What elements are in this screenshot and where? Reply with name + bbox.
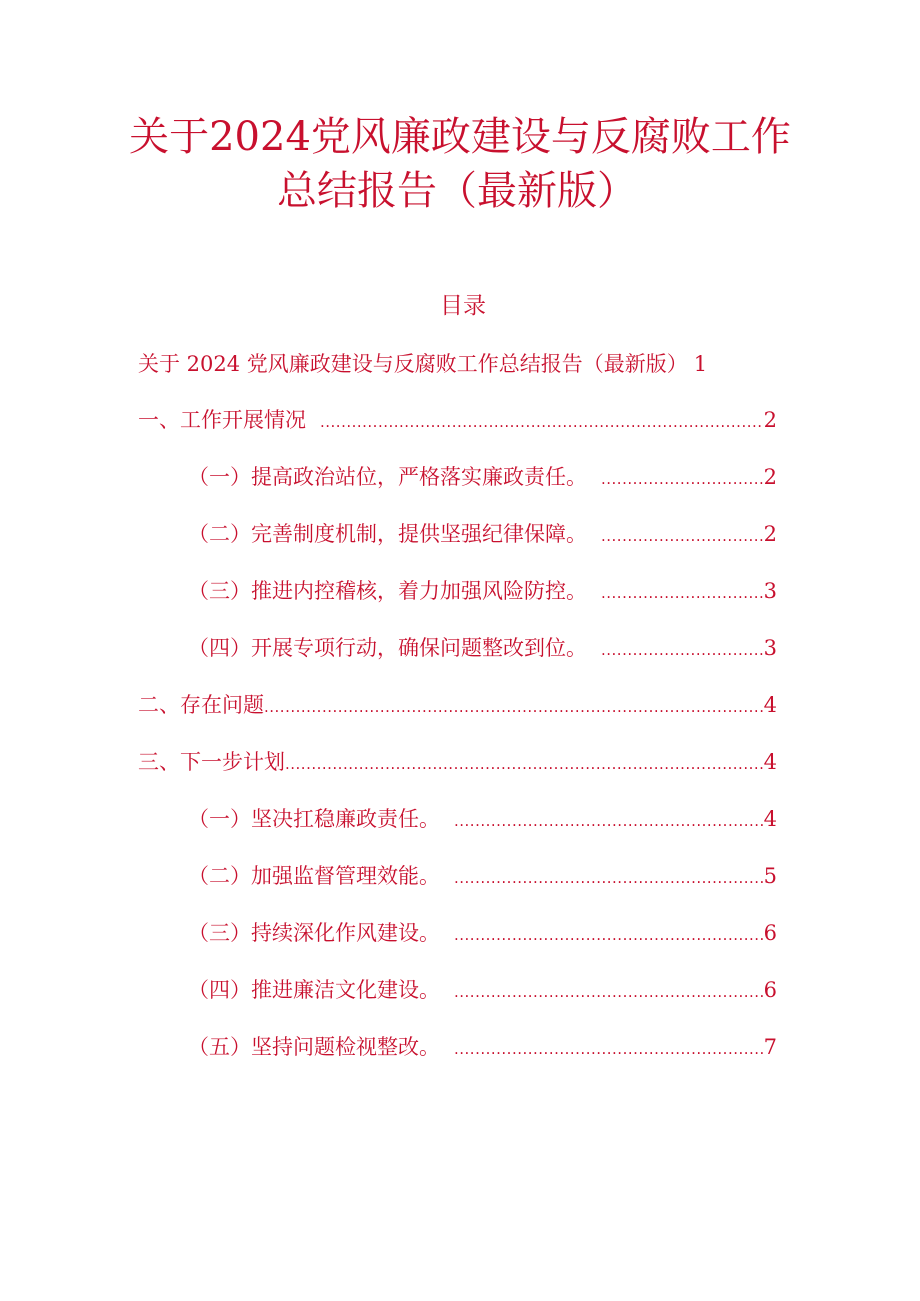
toc-entry[interactable] <box>138 802 777 859</box>
toc-entry-label: 二、存在问题 <box>138 693 264 717</box>
toc-entry[interactable] <box>138 745 777 802</box>
dot-leader <box>454 861 764 895</box>
toc-entry[interactable] <box>138 403 777 460</box>
toc-entry-label: （三）持续深化作风建设。 <box>188 921 440 945</box>
dot-leader <box>454 804 764 838</box>
toc-entry-label: 一、工作开展情况 <box>138 408 306 432</box>
toc-entry-page: 6 <box>763 978 777 1002</box>
dot-leader <box>454 975 764 1009</box>
dot-leader <box>454 918 764 952</box>
toc-entry-page: 4 <box>763 693 777 717</box>
toc-entry-page: 3 <box>763 579 777 603</box>
document-title-line-1: 关于2024党风廉政建设与反腐败工作 <box>129 114 791 160</box>
toc-entry-page: 2 <box>763 408 777 432</box>
toc-entry[interactable] <box>138 631 777 688</box>
dot-leader <box>601 462 764 496</box>
toc-entry-page: 4 <box>763 807 777 831</box>
dot-leader <box>601 633 764 667</box>
toc-entry-label: （四）开展专项行动，确保问题整改到位。 <box>188 636 587 660</box>
toc-heading: 目录 <box>440 293 486 319</box>
toc-entry-label: （一）提高政治站位，严格落实廉政责任。 <box>188 465 587 489</box>
toc-entry-page: 4 <box>763 750 777 774</box>
toc-entry-page: 7 <box>763 1035 777 1059</box>
toc-entry[interactable] <box>138 517 777 574</box>
dot-leader <box>264 690 764 724</box>
toc-entry-label: （二）完善制度机制，提供坚强纪律保障。 <box>188 522 587 546</box>
toc-entry-page: 5 <box>763 864 777 888</box>
toc-main-entry-page: 1 <box>693 352 708 376</box>
dot-leader <box>454 1032 764 1066</box>
toc-entry[interactable] <box>138 1030 777 1087</box>
dot-leader <box>320 405 764 439</box>
toc-entry[interactable] <box>138 460 777 517</box>
toc-entry-label: （一）坚决扛稳廉政责任。 <box>188 807 440 831</box>
document-title-line-2: 总结报告（最新版） <box>277 168 637 214</box>
table-of-contents <box>138 403 777 1087</box>
toc-entry[interactable] <box>138 574 777 631</box>
toc-entry[interactable] <box>138 859 777 916</box>
document-title <box>0 110 920 218</box>
toc-entry[interactable] <box>138 973 777 1030</box>
toc-entry-label: （五）坚持问题检视整改。 <box>188 1035 440 1059</box>
toc-entry-page: 3 <box>763 636 777 660</box>
toc-entry-label: 三、下一步计划 <box>138 750 285 774</box>
toc-entry[interactable] <box>138 688 777 745</box>
toc-entry-page: 2 <box>763 522 777 546</box>
toc-entry-label: （四）推进廉洁文化建设。 <box>188 978 440 1002</box>
toc-entry-page: 6 <box>763 921 777 945</box>
toc-entry[interactable] <box>138 916 777 973</box>
toc-entry-label: （二）加强监督管理效能。 <box>188 864 440 888</box>
toc-main-entry[interactable] <box>138 348 707 380</box>
dot-leader <box>601 576 764 610</box>
toc-entry-label: （三）推进内控稽核，着力加强风险防控。 <box>188 579 587 603</box>
dot-leader <box>601 519 764 553</box>
dot-leader <box>285 747 764 781</box>
toc-main-entry-label: 关于 2024 党风廉政建设与反腐败工作总结报告（最新版） <box>138 352 688 376</box>
toc-entry-page: 2 <box>763 465 777 489</box>
